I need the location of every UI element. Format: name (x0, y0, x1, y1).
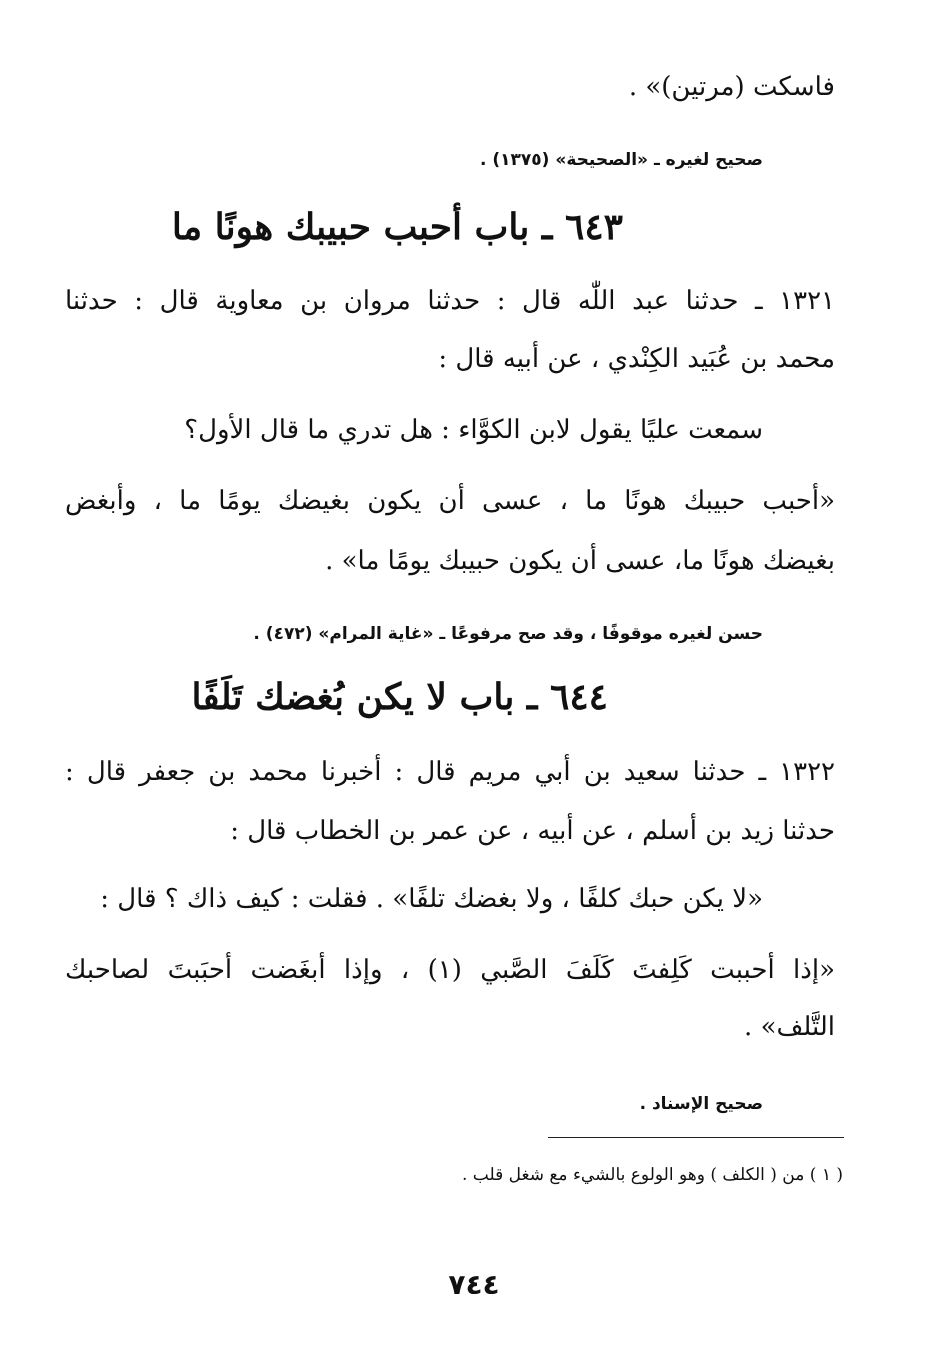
hadith-1321-line-2: محمد بن عُبَيد الكِنْدي ، عن أبيه قال : (438, 344, 835, 374)
hadith-1321-line-5: بغيضك هونًا ما، عسى أن يكون حبيبك يومًا ما» . (325, 546, 835, 576)
hadith-1322-line-2: حدثنا زيد بن أسلم ، عن أبيه ، عن عمر بن الخطاب قال : (230, 816, 835, 846)
page-number: ٧٤٤ (448, 1268, 500, 1301)
hadith-1322-line-4: «إذا أحببت كَلِفتَ كَلَفَ الصَّبي (١) ، وإذا أبغَضت أحبَبتَ لصاحبك (65, 955, 835, 985)
hadith-1322-line-5: التَّلف» . (744, 1012, 835, 1042)
footnote-1: ( ١ ) من ( الكلف ) وهو الولوع بالشيء مع شغل قلب . (462, 1165, 843, 1185)
hadith-1322-line-1: ١٣٢٢ ـ حدثنا سعيد بن أبي مريم قال : أخبرنا محمد بن جعفر قال : (65, 757, 835, 787)
chapter-heading-644: ٦٤٤ ـ باب لا يكن بُغضك تَلَفًا (191, 676, 608, 718)
hadith-1322-line-3: «لا يكن حبك كلفًا ، ولا بغضك تلفًا» . فقلت : كيف ذاك ؟ قال : (100, 884, 763, 914)
footnote-divider (548, 1137, 844, 1138)
hadith-1321-line-4: «أحبب حبيبك هونًا ما ، عسى أن يكون بغيضك يومًا ما ، وأبغض (65, 486, 835, 516)
grading-note-3: صحيح الإسناد . (639, 1094, 763, 1114)
grading-note-2: حسن لغيره موقوفًا ، وقد صح مرفوعًا ـ «غاية المرام» (٤٧٢) . (253, 624, 763, 644)
hadith-1321-line-1: ١٣٢١ ـ حدثنا عبد اللّٰه قال : حدثنا مروان بن معاوية قال : حدثنا (65, 286, 835, 316)
grading-note-1: صحيح لغيره ـ «الصحيحة» (١٣٧٥) . (479, 150, 763, 170)
chapter-heading-643: ٦٤٣ ـ باب أحبب حبيبك هونًا ما (171, 206, 623, 248)
hadith-1321-line-3: سمعت عليًا يقول لابن الكوَّاء : هل تدري ما قال الأول؟ (184, 415, 763, 445)
continuation-line: فاسكت (مرتين)» . (628, 72, 835, 102)
